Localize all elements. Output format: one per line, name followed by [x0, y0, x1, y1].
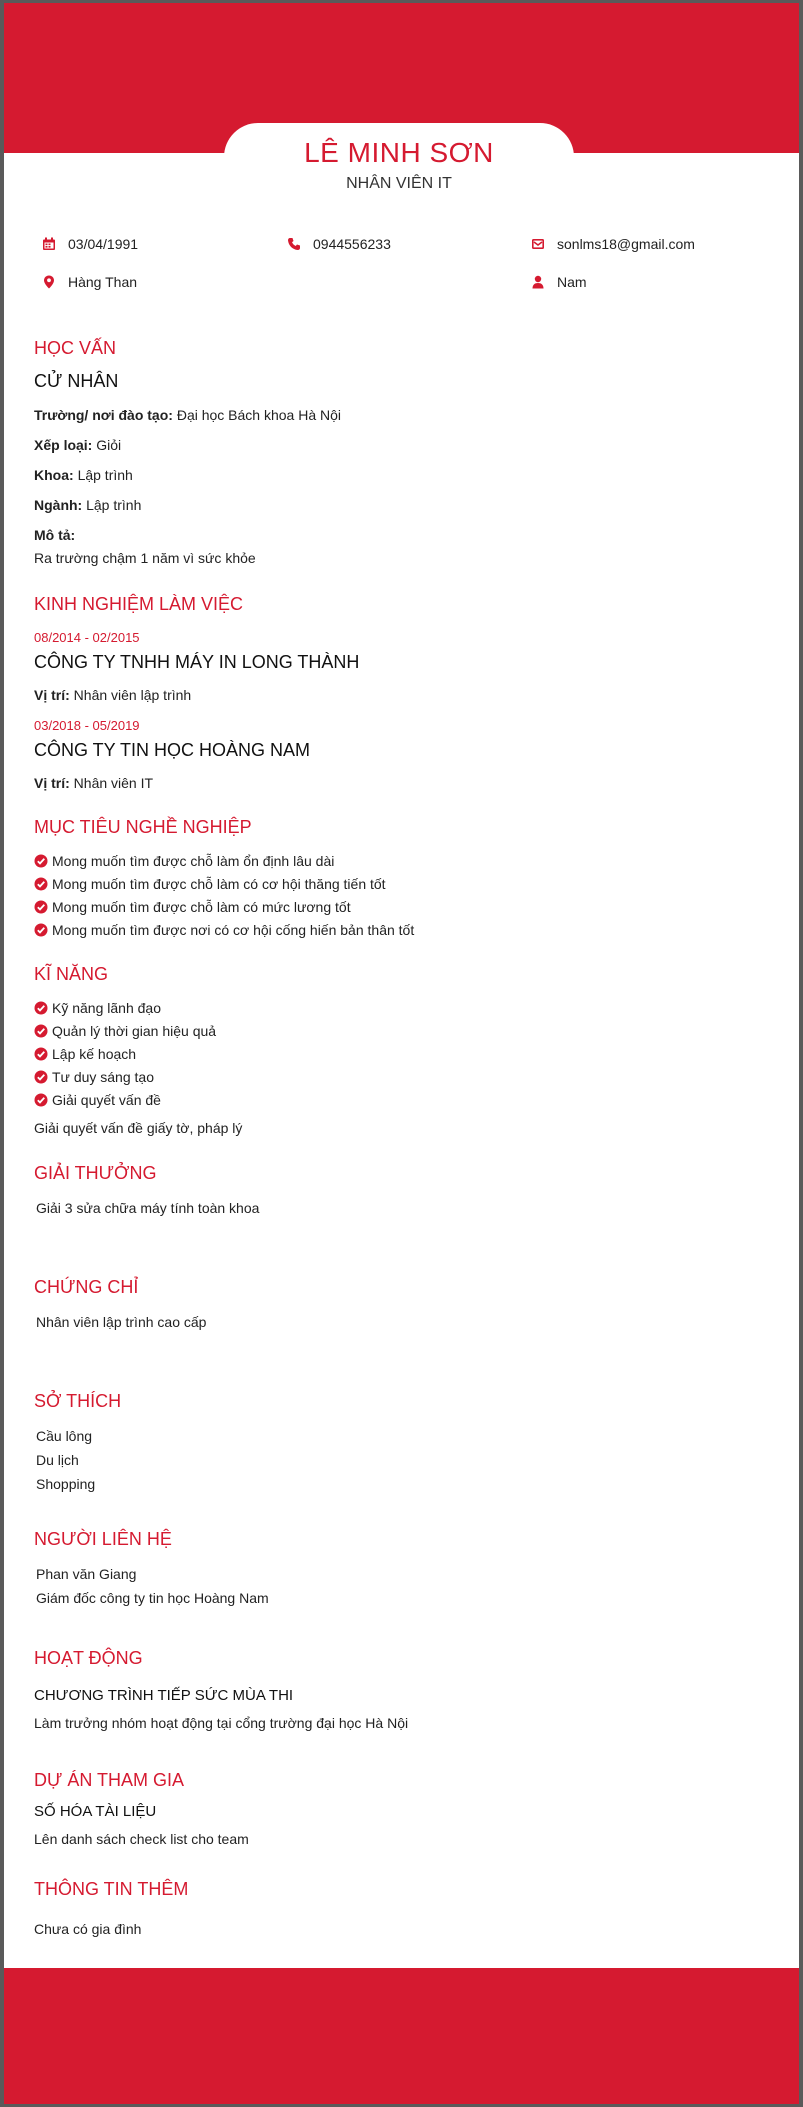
reference-item: Phan văn Giang [36, 1566, 137, 1582]
school-label: Trường/ nơi đào tạo: [34, 407, 173, 423]
name-card [224, 123, 574, 213]
skill-item [34, 1091, 161, 1109]
gender-value: Nam [557, 274, 587, 290]
skill-text: Kỹ năng lãnh đạo [52, 1000, 161, 1016]
check-circle-icon [34, 1001, 48, 1015]
hobby-item: Shopping [36, 1476, 96, 1492]
hobby-item: Du lịch [36, 1452, 79, 1468]
education-title: HỌC VẤN [34, 338, 117, 358]
goal-text: Mong muốn tìm được nơi có cơ hội cống hiến bản thân tốt [52, 922, 415, 938]
rank-value: Giỏi [96, 437, 122, 453]
goal-item [34, 875, 386, 893]
major-label: Ngành: [34, 497, 83, 513]
goal-item [34, 898, 351, 916]
position-value: Nhân viên IT [73, 775, 154, 791]
check-circle-icon [34, 854, 48, 868]
goals-title: MỤC TIÊU NGHỀ NGHIỆP [34, 817, 252, 837]
faculty-label: Khoa: [34, 467, 74, 483]
faculty-value: Lập trình [77, 467, 133, 483]
job-company: CÔNG TY TNHH MÁY IN LONG THÀNH [34, 652, 360, 672]
envelope-icon [531, 237, 545, 251]
skill-item [34, 1068, 154, 1086]
reference-item: Giám đốc công ty tin học Hoàng Nam [36, 1590, 269, 1606]
cv-page [4, 3, 799, 2104]
check-circle-icon [34, 923, 48, 937]
education-school [34, 407, 341, 423]
phone-icon [287, 237, 301, 251]
phone-value: 0944556233 [313, 236, 391, 252]
projects-title: DỰ ÁN THAM GIA [34, 1770, 185, 1790]
goal-text: Mong muốn tìm được chỗ làm có cơ hội thăng tiến tốt [52, 876, 386, 892]
contact-phone [287, 234, 391, 254]
project-name: SỐ HÓA TÀI LIỆU [34, 1803, 157, 1820]
desc-label: Mô tả: [34, 527, 76, 543]
job-period: 08/2014 - 02/2015 [34, 630, 140, 645]
check-circle-icon [34, 1070, 48, 1084]
footer-band [4, 1968, 799, 2104]
check-circle-icon [34, 900, 48, 914]
skill-text: Tư duy sáng tạo [52, 1069, 154, 1085]
check-circle-icon [34, 1093, 48, 1107]
skill-item [34, 1045, 136, 1063]
calendar-icon [42, 237, 56, 251]
contact-birthday [42, 234, 138, 254]
education-desc-label-row [34, 527, 75, 543]
education-faculty [34, 467, 133, 483]
certificates-title: CHỨNG CHỈ [34, 1277, 139, 1297]
school-value: Đại học Bách khoa Hà Nội [176, 407, 342, 423]
award-item: Giải 3 sửa chữa máy tính toàn khoa [36, 1200, 260, 1216]
job-position [34, 775, 153, 791]
rank-label: Xếp loại: [34, 437, 93, 453]
skills-title: KĨ NĂNG [34, 964, 109, 984]
education-major [34, 497, 141, 513]
additional-text: Chưa có gia đình [34, 1921, 142, 1937]
birthday-value: 03/04/1991 [68, 236, 139, 252]
awards-title: GIẢI THƯỞNG [34, 1163, 157, 1183]
skill-text: Giải quyết vấn đề [52, 1092, 161, 1108]
hobby-item: Cầu lông [36, 1428, 93, 1444]
contact-gender [531, 272, 587, 292]
map-marker-icon [42, 275, 56, 289]
education-degree: CỬ NHÂN [34, 371, 119, 391]
job-title: NHÂN VIÊN IT [346, 175, 452, 192]
goal-item [34, 852, 334, 870]
position-label: Vị trí: [34, 775, 70, 791]
experience-title: KINH NGHIỆM LÀM VIỆC [34, 594, 244, 614]
project-desc: Lên danh sách check list cho team [34, 1831, 249, 1847]
check-circle-icon [34, 1047, 48, 1061]
job-company: CÔNG TY TIN HỌC HOÀNG NAM [34, 740, 311, 760]
position-label: Vị trí: [34, 687, 70, 703]
contact-email [531, 234, 695, 254]
skill-text: Quản lý thời gian hiệu quả [52, 1023, 217, 1039]
position-value: Nhân viên lập trình [73, 687, 192, 703]
activities-title: HOẠT ĐỘNG [34, 1648, 143, 1668]
certificate-item: Nhân viên lập trình cao cấp [36, 1314, 207, 1330]
major-value: Lập trình [86, 497, 142, 513]
hobbies-title: SỞ THÍCH [34, 1391, 122, 1411]
check-circle-icon [34, 1024, 48, 1038]
skill-text: Lập kế hoạch [52, 1046, 137, 1062]
job-period: 03/2018 - 05/2019 [34, 718, 140, 733]
references-title: NGƯỜI LIÊN HỆ [34, 1529, 172, 1549]
contact-address [42, 272, 137, 292]
skill-item [34, 1022, 216, 1040]
address-value: Hàng Than [68, 274, 138, 290]
goal-text: Mong muốn tìm được chỗ làm có mức lương tốt [52, 899, 351, 915]
check-circle-icon [34, 877, 48, 891]
skill-item [34, 999, 161, 1017]
activity-desc: Làm trưởng nhóm hoạt động tại cổng trường đại học Hà Nội [34, 1715, 409, 1731]
education-rank [34, 437, 121, 453]
candidate-name: LÊ MINH SƠN [304, 137, 494, 168]
user-icon [531, 275, 545, 289]
goal-item [34, 921, 414, 939]
job-position [34, 687, 191, 703]
email-value[interactable]: sonlms18@gmail.com [557, 236, 695, 252]
additional-title: THÔNG TIN THÊM [34, 1879, 189, 1899]
activity-name: CHƯƠNG TRÌNH TIẾP SỨC MÙA THI [34, 1687, 294, 1704]
education-desc-value: Ra trường chậm 1 năm vì sức khỏe [34, 550, 256, 566]
skills-note: Giải quyết vấn đề giấy tờ, pháp lý [34, 1120, 243, 1136]
goal-text: Mong muốn tìm được chỗ làm ổn định lâu dài [52, 853, 335, 869]
